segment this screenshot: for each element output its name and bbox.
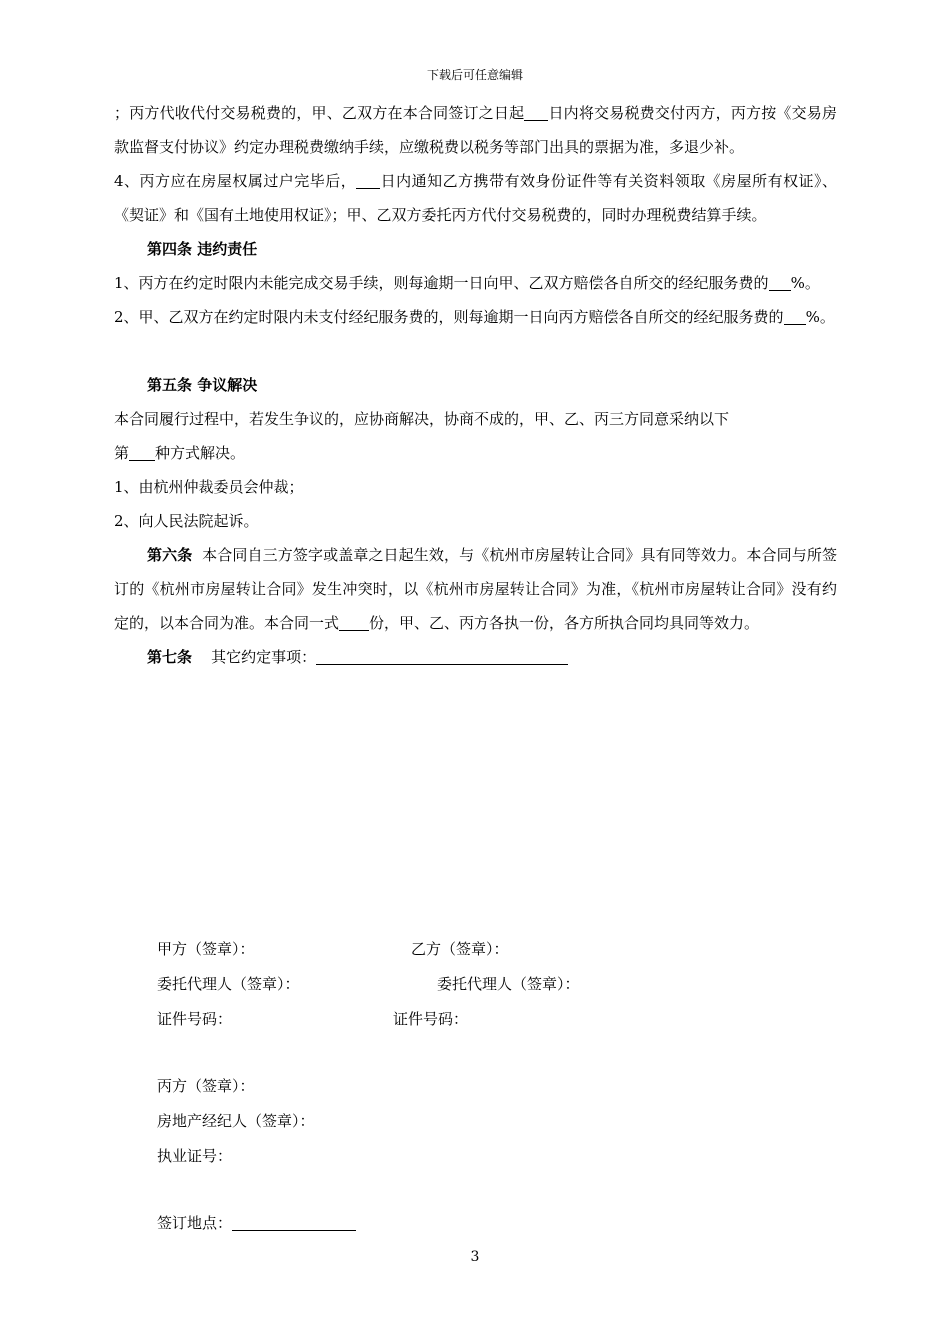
cert-text-a: 4、丙方应在房屋权属过户完毕后，: [114, 172, 357, 190]
dispute-option-2: 2、向人民法院起诉。: [114, 512, 259, 530]
blank-method[interactable]: [129, 444, 155, 461]
article6-paragraph: [114, 538, 837, 640]
article6-text-b: 份，甲、乙、丙方各执一份，各方所执合同均具同等效力。: [369, 614, 760, 632]
license-number-field[interactable]: 执业证号：: [157, 1147, 233, 1165]
article6-title: 第六条: [147, 546, 193, 564]
article6-text-a: 本合同自三方签字或盖章之日起生效，与《杭州市房屋转让合同》具有同等效力。本合同与所签订的《杭州市房屋转让合同》发生冲突时，以《杭州市房屋转让合同》为准，《杭州市房屋转让合同》没有约定的，以本合同为准。本合同一式: [114, 546, 837, 632]
method-prefix: 第: [114, 444, 130, 462]
dispute-paragraph: 本合同履行过程中，若发生争议的，应协商解决，协商不成的，甲、乙、丙三方同意采纳以下: [114, 410, 730, 428]
cert-text-b: 日内通知乙方携带有效身份证件等有关资料领取《房屋所有权证》、《契证》和《国有土地使用权证》；甲、乙双方委托丙方代付交易税费的，同时办理税费结算手续。: [114, 172, 837, 224]
breach-1-percent: %。: [790, 274, 820, 292]
breach-2-percent: %。: [805, 308, 835, 326]
blank-percent-2[interactable]: [784, 308, 806, 325]
blank-copies[interactable]: [339, 614, 369, 631]
breach-1-text: 1、丙方在约定时限内未能完成交易手续，则每逾期一日向甲、乙双方赔偿各自所交的经纪服务费的: [114, 274, 769, 292]
article4-title: 第四条 违约责任: [147, 240, 258, 258]
blank-other-terms[interactable]: [316, 648, 568, 665]
id-a-field[interactable]: 证件号码：: [157, 1010, 233, 1028]
page-header: 下载后可任意编辑: [426, 68, 523, 82]
blank-days-2[interactable]: [356, 172, 380, 189]
signature-block-c: [157, 1069, 757, 1174]
tax-paragraph: [114, 96, 837, 164]
party-b-signature[interactable]: 乙方（签章）：: [411, 940, 509, 958]
article7-title: 第七条: [147, 648, 193, 666]
blank-signing-place[interactable]: [232, 1214, 356, 1231]
broker-signature[interactable]: 房地产经纪人（签章）：: [157, 1112, 315, 1130]
article7-text: 其它约定事项：: [211, 648, 317, 666]
contract-body: [114, 96, 837, 674]
breach-clause-1: [114, 266, 837, 300]
blank-days-1[interactable]: [524, 104, 548, 121]
signing-place-row: [157, 1206, 757, 1241]
tax-text-a: ；丙方代收代付交易税费的，甲、乙双方在本合同签订之日起: [114, 104, 525, 122]
breach-2-text: 2、甲、乙双方在约定时限内未支付经纪服务费的，则每逾期一日向丙方赔偿各自所交的经纪服务费的: [114, 308, 784, 326]
agent-b-signature[interactable]: 委托代理人（签章）：: [437, 975, 580, 993]
signature-row-parties: [157, 932, 757, 967]
party-c-signature[interactable]: 丙方（签章）：: [157, 1077, 255, 1095]
agent-a-signature[interactable]: 委托代理人（签章）：: [157, 975, 300, 993]
dispute-option-1: 1、由杭州仲裁委员会仲裁；: [114, 478, 304, 496]
page-number: 3: [470, 1249, 480, 1265]
signing-place: [157, 1206, 757, 1241]
blank-percent-1[interactable]: [769, 274, 791, 291]
party-a-signature[interactable]: 甲方（签章）：: [157, 940, 255, 958]
spacer: [114, 334, 837, 368]
signing-place-label: 签订地点：: [157, 1214, 233, 1232]
signature-block-ab: [157, 932, 757, 1037]
certificate-paragraph: [114, 164, 837, 232]
dispute-method: [114, 436, 837, 470]
signature-row-agents: [157, 967, 757, 1002]
signature-row-ids: [157, 1002, 757, 1037]
article5-title: 第五条 争议解决: [147, 376, 258, 394]
tax-text-b: 日内将交易税费交付丙方，丙方按《交易房款监督支付协议》约定办理税费缴纳手续，应缴税费以税务等部门出具的票据为准，多退少补。: [114, 104, 837, 156]
article7-paragraph: [114, 640, 837, 674]
method-suffix: 种方式解决。: [155, 444, 246, 462]
breach-clause-2: [114, 300, 837, 334]
id-b-field[interactable]: 证件号码：: [393, 1010, 469, 1028]
